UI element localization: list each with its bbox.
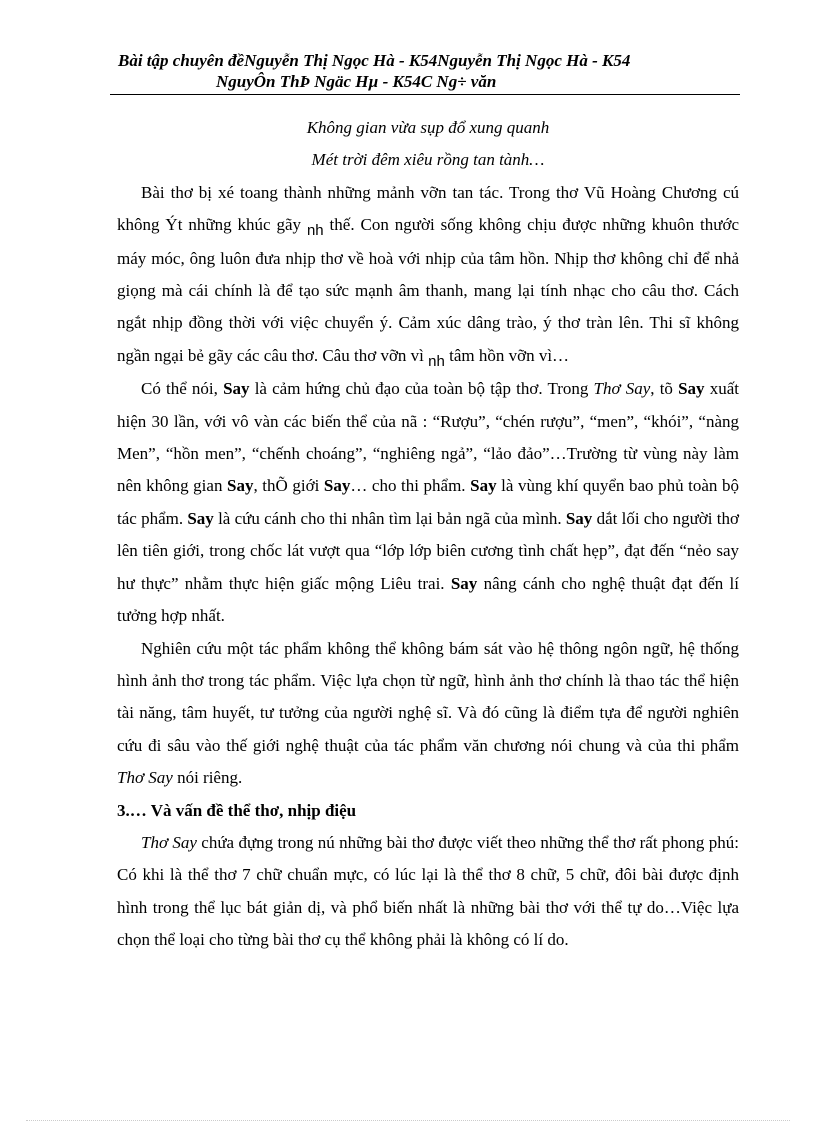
text-run: thế. Con người sống không chịu được những khuôn thước máy móc, ông luôn đưa nhịp thơ về hoà với nhịp của tâm hồn. Nhịp thơ không chỉ để nhả giọng mà cái chính là để tạo sức mạnh âm thanh, mang lại tính nhạc cho câu thơ. Cách ngắt nhịp đồng thời với việc chuyển ý. Cảm xúc dâng trào, ý thơ tràn lên. Thi sĩ không ngần ngại bẻ gãy các câu thơ. Câu thơ vỡn vì [117,215,739,365]
header-line-1: Bài tập chuyên đềNguyễn Thị Ngọc Hà - K54Nguyễn Thị Ngọc Hà - K54 [118,51,631,70]
poem-quote [117,112,739,177]
poem-line-2: Mét trời đêm xiêu rồng tan tành… [311,150,545,170]
text-run: là cứu cánh cho thi nhân tìm lại bản ngã của mình. [213,508,566,528]
bold-term: Say [323,476,351,496]
italic-title: Thơ Say [593,379,651,399]
text-run: nâng cánh cho nghệ thuật đạt đến lí tưởng hợp nhất. [117,573,739,626]
text-run: nói riêng. [172,768,243,788]
bold-term: Say [450,573,478,593]
paragraph-4 [117,827,739,957]
paragraph-1 [117,177,739,373]
bold-term: Say [223,379,250,399]
text-run: là cảm hứng chủ đạo của toàn bộ tập thơ. Trong [249,379,594,399]
poem-line-1: Không gian vừa sụp đổ xung quanh [306,118,550,137]
paragraph-3 [117,633,739,795]
text-run: Nghiên cứu một tác phẩm không thể không bám sát vào hệ thông ngôn ngữ, hệ thống hình ảnh thơ trong tác phẩm. Việc lựa chọn từ ngữ, hình ảnh thơ chính là thao tác thể hiện tài năng, tâm huyết, tư tưởng của người nghệ sĩ. Và đó cũng là điểm tựa để người nghiên cứu đi sâu vào thế giới nghệ thuật của tác phẩm văn chương nói chung và của thi phẩm [117,638,739,755]
text-run: , tõ [650,379,679,399]
text-run: , thÕ giới [253,476,324,496]
subscript-fragment: nh [306,222,324,240]
paragraph-2 [117,373,739,632]
bold-term: Say [565,508,593,528]
text-run: Có thể nói, [141,379,224,399]
bold-term: Say [227,476,254,496]
bold-term: Say [678,379,705,399]
bold-term: Say [187,508,214,528]
header-line-2: NguyÔn ThÞ Ngäc Hµ - K54C Ng÷ văn [216,72,497,91]
bold-term: Say [470,476,497,496]
subscript-fragment: nh [428,352,445,370]
section-heading: 3.… Và vấn đề thể thơ, nhịp điệu [117,800,357,820]
document-body [117,112,739,957]
text-run: … cho thi phẩm. [350,476,471,496]
text-run: tâm hồn vỡn vì… [444,345,570,365]
page-header [110,50,740,95]
text-run: dắt lối cho người thơ lên tiên giới, trong chốc lát vượt qua “lớp lớp biên cương tình chất hẹp”, đạt đến “nẻo say hư thực” nhằm thực hiện giấc mộng Liêu trai. [117,508,739,593]
text-run: chứa đựng trong nú những bài thơ được viết theo những thể thơ rất phong phú: Có khi là thể thơ 7 chữ chuẩn mực, có lúc lại là thể thơ 8 chữ, 5 chữ, đôi bài được định hình trong thể lục bát giản dị, và phổ biến nhất là những bài thơ với thể tự do…Việc lựa chọn thể loại cho từng bài thơ cụ thể không phải là không có lí do. [117,832,739,950]
text-run: Bài thơ bị xé toang thành những mảnh vỡn tan tác. Trong thơ Vũ Hoàng Chương cú không Ýt những khúc gãy [117,182,739,235]
italic-title: Thơ Say [141,832,197,852]
text-run: là vùng khí quyển bao phủ toàn bộ tác phẩm. [117,476,739,528]
text-run: xuất hiện 30 lần, với vô vàn các biến thể của nã : “Rượu”, “chén rượu”, “men”, “khói”, “nàng Men”, “hồn men”, “chếnh choáng”, “nghiêng ngả”, “lảo đảo”…Trường từ vùng này làm nên không gian [117,379,739,496]
italic-title: Thơ Say [117,768,173,788]
page-bottom-border [26,1120,790,1121]
